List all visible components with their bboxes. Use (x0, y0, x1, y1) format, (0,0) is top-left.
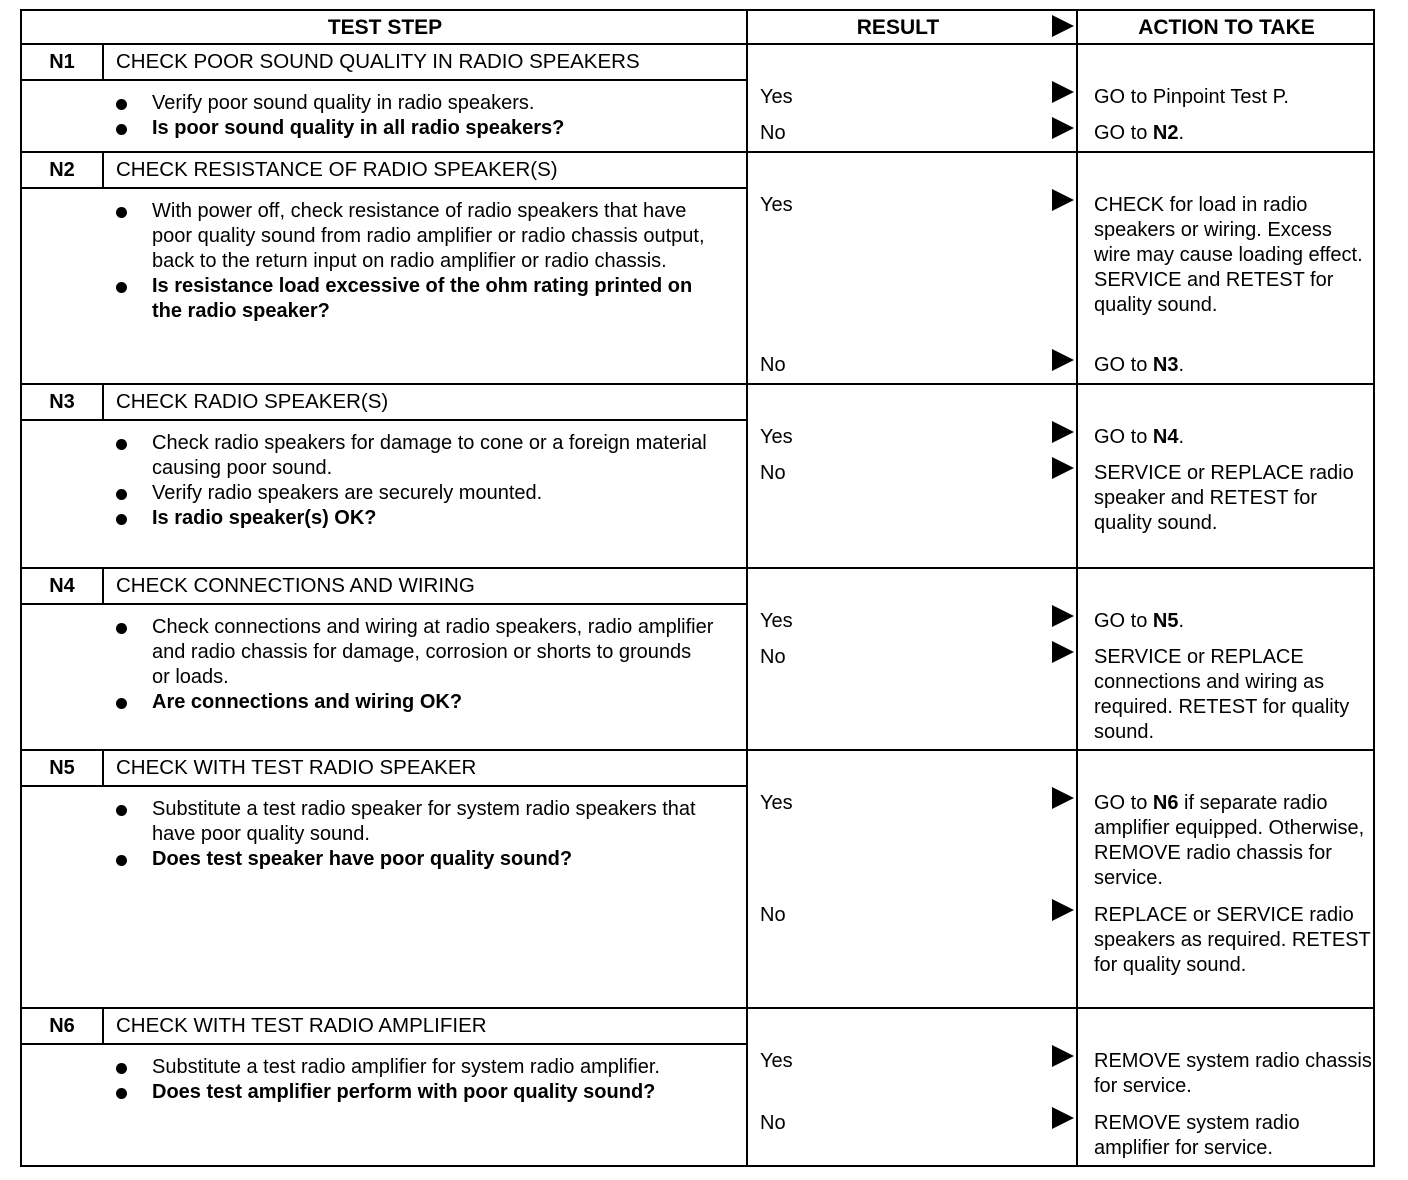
result-yes: Yes (760, 792, 793, 814)
result-no: No (760, 904, 786, 926)
test-step-n5 (20, 751, 1375, 1009)
step-question: Does test amplifier perform with poor quality sound? (114, 1080, 714, 1105)
action-yes: GO to N5. (1094, 610, 1185, 632)
step-instruction: Substitute a test radio amplifier for system radio amplifier. (114, 1055, 714, 1080)
header-arrow-icon (1052, 15, 1074, 37)
step-instruction: Verify poor sound quality in radio speakers. (114, 91, 714, 116)
step-id: N5 (22, 751, 104, 787)
step-id: N2 (22, 153, 104, 189)
step-id: N4 (22, 569, 104, 605)
step-question: Is poor sound quality in all radio speakers? (114, 116, 714, 141)
bullet-icon (116, 1063, 127, 1074)
step-reference: N6 (1152, 792, 1179, 814)
step-title: CHECK CONNECTIONS AND WIRING (116, 574, 475, 597)
arrow-right-icon (1052, 787, 1074, 809)
step-reference: N5 (1152, 610, 1179, 632)
bullet-icon (116, 439, 127, 450)
bullet-icon (116, 855, 127, 866)
bullet-icon (116, 623, 127, 634)
step-id: N1 (22, 45, 104, 81)
result-no: No (760, 122, 786, 144)
step-instructions (114, 797, 714, 872)
arrow-right-icon (1052, 899, 1074, 921)
step-instructions (114, 199, 714, 324)
bullet-icon (116, 207, 127, 218)
action-yes: REMOVE system radio chassis for service. (1094, 1050, 1372, 1097)
action-no: SERVICE or REPLACE connections and wiring as required. RETEST for quality sound. (1094, 646, 1350, 743)
step-question: Are connections and wiring OK? (114, 690, 714, 715)
step-question: Is resistance load excessive of the ohm rating printed on the radio speaker? (114, 274, 714, 324)
bullet-icon (116, 1088, 127, 1099)
step-instruction: Substitute a test radio speaker for system radio speakers that have poor quality sound. (114, 797, 714, 847)
arrow-right-icon (1052, 457, 1074, 479)
step-instructions (114, 1055, 714, 1105)
table-header (20, 9, 1375, 45)
step-id: N6 (22, 1009, 104, 1045)
step-title: CHECK RESISTANCE OF RADIO SPEAKER(S) (116, 158, 558, 181)
header-result: RESULT (856, 16, 940, 39)
arrow-right-icon (1052, 421, 1074, 443)
action-no: SERVICE or REPLACE radio speaker and RETEST for quality sound. (1094, 462, 1354, 534)
result-yes: Yes (760, 86, 793, 108)
test-step-n6 (20, 1009, 1375, 1167)
step-reference: N3 (1152, 354, 1179, 376)
arrow-right-icon (1052, 117, 1074, 139)
bullet-icon (116, 805, 127, 816)
arrow-right-icon (1052, 81, 1074, 103)
action-no: REMOVE system radio amplifier for service. (1094, 1112, 1300, 1159)
step-question: Does test speaker have poor quality sound? (114, 847, 714, 872)
action-yes: GO to N4. (1094, 426, 1185, 448)
action-yes: CHECK for load in radio speakers or wiring. Excess wire may cause loading effect. SERVICE and RETEST for quality sound. (1094, 194, 1363, 316)
bullet-icon (116, 489, 127, 500)
step-reference: N4 (1152, 426, 1179, 448)
result-no: No (760, 354, 786, 376)
action-no: GO to N3. (1094, 354, 1185, 376)
bullet-icon (116, 124, 127, 135)
step-instructions (114, 615, 714, 715)
bullet-icon (116, 282, 127, 293)
step-instructions (114, 431, 714, 531)
result-yes: Yes (760, 194, 793, 216)
result-no: No (760, 1112, 786, 1134)
arrow-right-icon (1052, 1045, 1074, 1067)
arrow-right-icon (1052, 641, 1074, 663)
action-yes: GO to Pinpoint Test P. (1094, 86, 1289, 108)
bullet-icon (116, 698, 127, 709)
step-question: Is radio speaker(s) OK? (114, 506, 714, 531)
header-action: ACTION TO TAKE (1138, 16, 1315, 39)
header-test-step: TEST STEP (327, 16, 443, 39)
result-yes: Yes (760, 610, 793, 632)
step-instruction: With power off, check resistance of radio speakers that have poor quality sound from radio amplifier or radio chassis output, back to the return input on radio amplifier or radio chassis. (114, 199, 714, 274)
step-title: CHECK RADIO SPEAKER(S) (116, 390, 389, 413)
step-title: CHECK WITH TEST RADIO AMPLIFIER (116, 1014, 487, 1037)
arrow-right-icon (1052, 1107, 1074, 1129)
arrow-right-icon (1052, 349, 1074, 371)
step-id: N3 (22, 385, 104, 421)
arrow-right-icon (1052, 189, 1074, 211)
step-instruction: Verify radio speakers are securely mounted. (114, 481, 714, 506)
step-title: CHECK WITH TEST RADIO SPEAKER (116, 756, 477, 779)
step-instructions (114, 91, 714, 141)
test-step-n2 (20, 153, 1375, 385)
result-no: No (760, 646, 786, 668)
step-instruction: Check radio speakers for damage to cone or a foreign material causing poor sound. (114, 431, 714, 481)
arrow-right-icon (1052, 605, 1074, 627)
bullet-icon (116, 99, 127, 110)
test-step-n1 (20, 45, 1375, 153)
step-instruction: Check connections and wiring at radio speakers, radio amplifier and radio chassis for damage, corrosion or shorts to grounds or loads. (114, 615, 714, 690)
result-no: No (760, 462, 786, 484)
result-yes: Yes (760, 1050, 793, 1072)
action-no: GO to N2. (1094, 122, 1185, 144)
step-title: CHECK POOR SOUND QUALITY IN RADIO SPEAKERS (116, 50, 640, 73)
action-no: REPLACE or SERVICE radio speakers as required. RETEST for quality sound. (1094, 904, 1371, 976)
bullet-icon (116, 514, 127, 525)
result-yes: Yes (760, 426, 793, 448)
test-step-n4 (20, 569, 1375, 751)
step-reference: N2 (1152, 122, 1179, 144)
action-yes: GO to N6 if separate radio amplifier equipped. Otherwise, REMOVE radio chassis for service. (1094, 792, 1365, 889)
test-step-n3 (20, 385, 1375, 569)
